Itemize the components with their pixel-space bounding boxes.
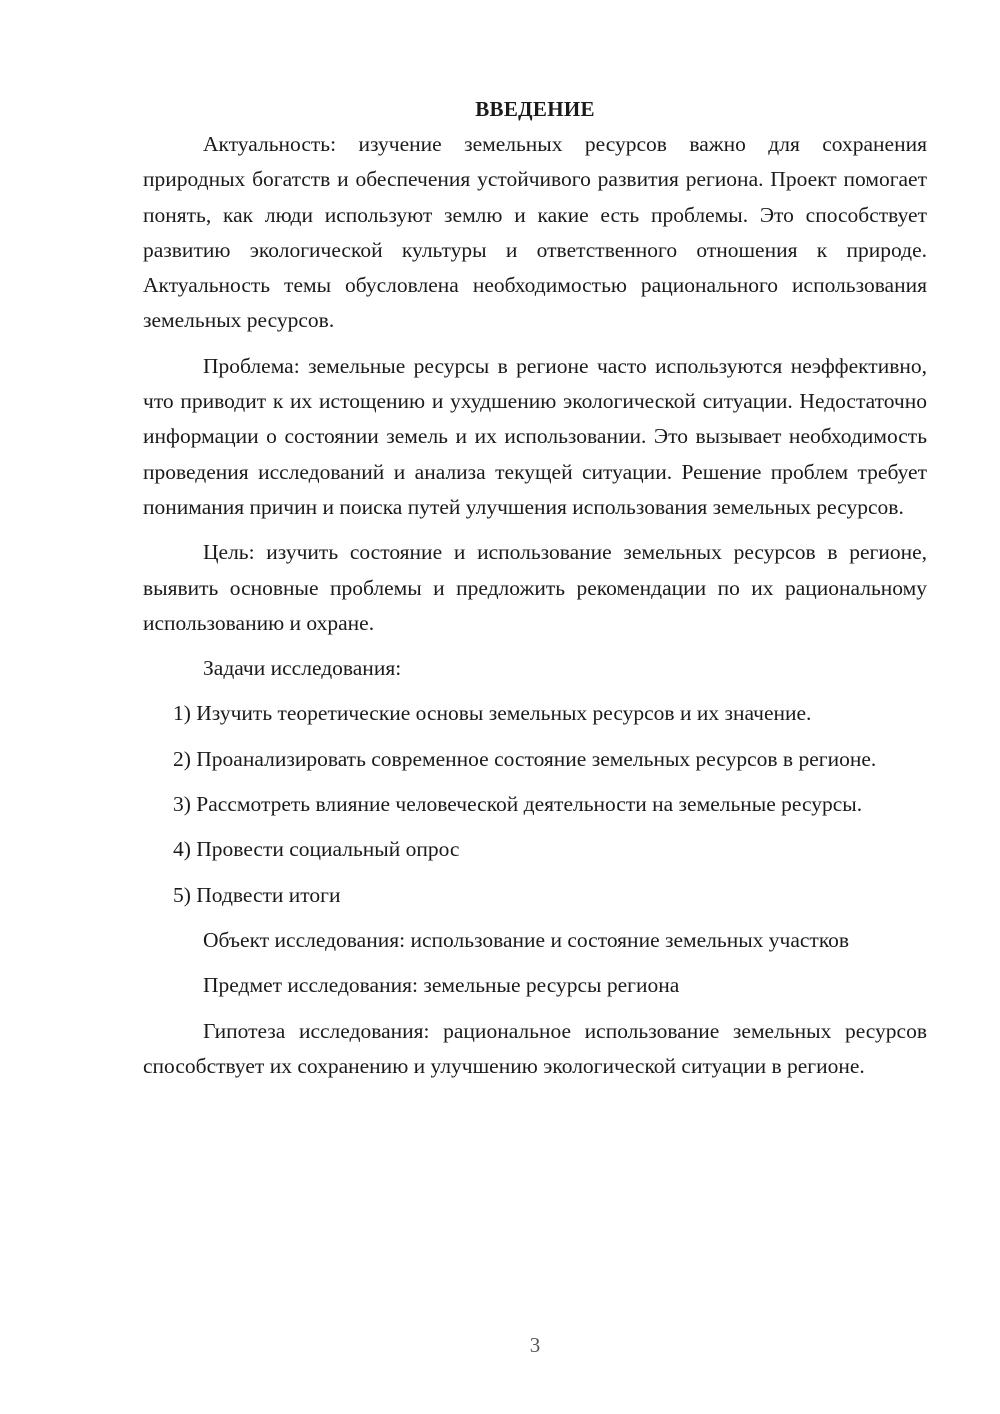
tasks-heading: Задачи исследования: xyxy=(203,656,402,681)
document-page xyxy=(143,92,927,1094)
paragraph-problem: Проблема: земельные ресурсы в регионе часто используются неэффективно, что приводит к их истощению и ухудшению экологической ситуации. Недостаточно информации о состоянии земель и их использовании. Это вызывает необходимость проведения исследований и анализа текущей ситуации. Решение проблем требует понимания причин и поиска путей улучшения использования земельных ресурсов. xyxy=(143,353,927,519)
paragraph-subject: Предмет исследования: земельные ресурсы региона xyxy=(203,973,680,998)
task-item-1: 1) Изучить теоретические основы земельных ресурсов и их значение. xyxy=(173,701,812,726)
task-item-4: 4) Провести социальный опрос xyxy=(173,837,460,862)
document-title: ВВЕДЕНИЕ xyxy=(475,97,595,121)
task-item-5: 5) Подвести итоги xyxy=(173,882,341,907)
page-number: 3 xyxy=(529,1333,541,1357)
task-item-3: 3) Рассмотреть влияние человеческой деятельности на земельные ресурсы. xyxy=(173,792,863,817)
task-item-2: 2) Проанализировать современное состояние земельных ресурсов в регионе. xyxy=(173,746,877,771)
paragraph-goal: Цель: изучить состояние и использование земельных ресурсов в регионе, выявить основные проблемы и предложить рекомендации по их рациональному использованию и охране. xyxy=(143,540,927,635)
paragraph-object: Объект исследования: использование и состояние земельных участков xyxy=(203,927,850,952)
paragraph-hypothesis: Гипотеза исследования: рациональное использование земельных ресурсов способствует их сохранению и улучшению экологической ситуации в регионе. xyxy=(143,1018,927,1078)
paragraph-relevance: Актуальность: изучение земельных ресурсов важно для сохранения природных богатств и обеспечения устойчивого развития региона. Проект помогает понять, как люди используют землю и какие есть проблемы. Это способствует развитию экологической культуры и ответственного отношения к природе. Актуальность темы обусловлена необходимостью рационального использования земельных ресурсов. xyxy=(143,132,927,333)
